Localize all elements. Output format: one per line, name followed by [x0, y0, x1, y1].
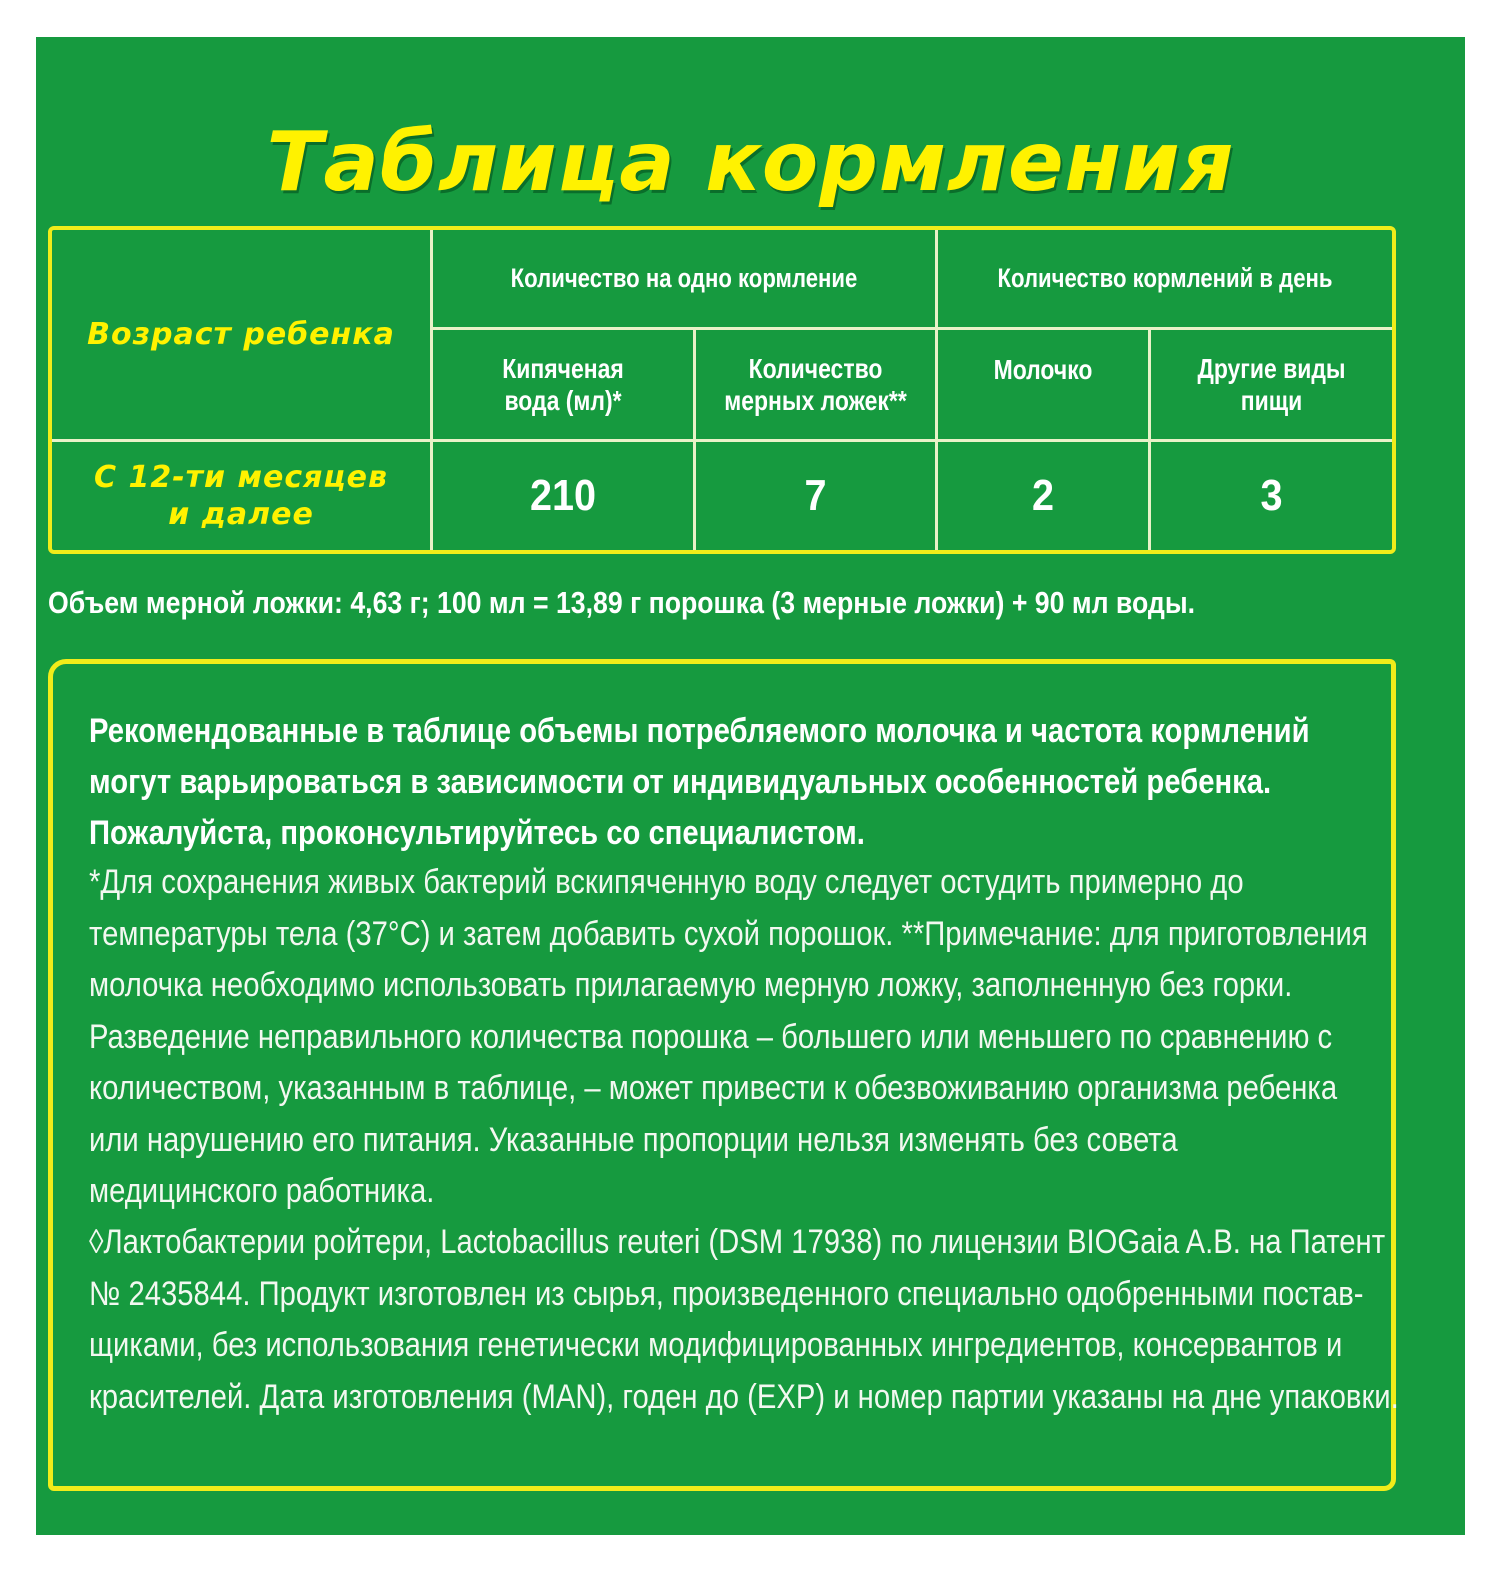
- recommendation-line: могут варьироваться в зависимости от индивидуальных особенностей ребенка.: [89, 763, 1272, 801]
- milk-value: 2: [1031, 471, 1055, 521]
- water-header-line1: Кипяченая: [502, 353, 624, 385]
- spoons-value: 7: [804, 471, 827, 521]
- footnote-line: *Для сохранения живых бактерий вскипяченную воду следует остудить примерно до: [89, 863, 1244, 901]
- feedings-per-day-header: Количество кормлений в день: [997, 263, 1333, 294]
- age-value: [52, 442, 430, 550]
- footnote-line: № 2435844. Продукт изготовлен из сырья, произведенного специально одобренными постав-: [89, 1274, 1364, 1313]
- other-food-column-header: [1173, 330, 1371, 439]
- milk-column-header: Молочко: [993, 354, 1093, 386]
- feeding-table: [48, 226, 1396, 554]
- other-food-value: 3: [1260, 471, 1283, 521]
- spoons-header-line1: Количество: [748, 353, 883, 385]
- divider: [935, 230, 938, 550]
- age-value-line2: и далее: [168, 497, 314, 532]
- water-column-header: [456, 330, 669, 439]
- recommendation-text: [89, 706, 1310, 859]
- preparation-footnote: [89, 857, 1368, 1218]
- per-feeding-header: Количество на одно кормление: [510, 263, 858, 294]
- footnote-line: количеством, указанным в таблице, – может привести к обезвоживанию организма ребенка: [89, 1069, 1338, 1107]
- other-header-line1: Другие виды: [1197, 353, 1346, 385]
- water-value: 210: [529, 471, 597, 521]
- divider: [430, 230, 433, 550]
- footnote-line: медицинского работника.: [89, 1172, 435, 1210]
- footnote-line: ◊Лактобактерии ройтери, Lactobacillus reuteri (DSM 17938) по лицензии BIOGaia A.B. на Патент: [89, 1223, 1386, 1261]
- footnote-line: Разведение неправильного количества порошка – большего или меньшего по сравнению с: [89, 1017, 1333, 1056]
- feeding-panel: [36, 37, 1465, 1535]
- recommendation-line: Рекомендованные в таблице объемы потребляемого молочка и частота кормлений: [89, 712, 1310, 750]
- footnote-line: температуры тела (37°С) и затем добавить сухой порошок. **Примечание: для приготовления: [89, 914, 1368, 953]
- age-header: Возраст ребенка: [87, 316, 395, 352]
- footnote-line: красителей. Дата изготовления (MAN), годен до (EXP) и номер партии указаны на дне упаковки.: [89, 1377, 1399, 1416]
- footnote-line: молочка необходимо использовать прилагаемую мерную ложку, заполненную без горки.: [89, 966, 1293, 1004]
- spoon-volume-note: Объем мерной ложки: 4,63 г; 100 мл = 13,89 г порошка (3 мерные ложки) + 90 мл воды.: [48, 585, 1196, 620]
- spoons-column-header: [718, 330, 914, 439]
- other-header-line2: пищи: [1240, 384, 1303, 416]
- page-title: Таблица кормления: [266, 115, 1235, 210]
- water-header-line2: вода (мл)*: [504, 384, 622, 416]
- spoons-header-line2: мерных ложек**: [724, 384, 907, 416]
- footnote-line: или нарушению его питания. Указанные пропорции нельзя изменять без совета: [89, 1120, 1178, 1159]
- recommendation-line: Пожалуйста, проконсультируйтесь со специалистом.: [89, 814, 865, 852]
- age-value-line1: С 12-ти месяцев: [94, 459, 388, 495]
- product-footnote: [89, 1217, 1399, 1423]
- footnote-line: щиками, без использования генетически модифицированных ингредиентов, консервантов и: [89, 1326, 1343, 1364]
- info-box: [48, 659, 1399, 1491]
